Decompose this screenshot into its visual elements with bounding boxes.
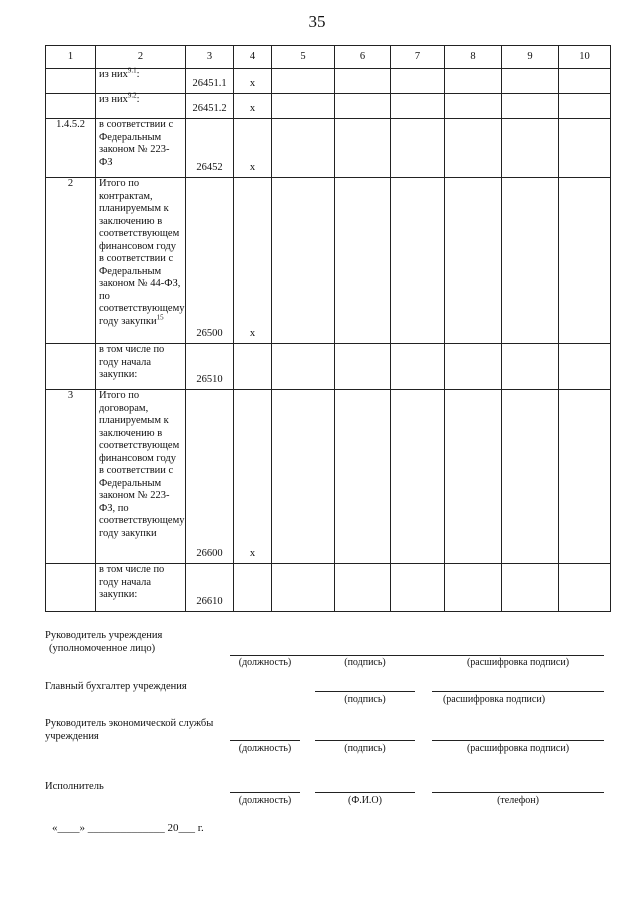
caption-fio: (Ф.И.О) (347, 795, 382, 806)
page-number: 35 (308, 12, 326, 31)
economic-head-title: Руководитель экономической службы (45, 718, 214, 729)
row-label: в том числе по году начала закупки: (96, 344, 186, 390)
row-label: из них$^{9.2}$: (96, 94, 186, 119)
head-title-note: (уполномоченное лицо) (49, 643, 156, 654)
row-number: 3 (46, 390, 96, 564)
caption-position: (должность) (238, 795, 292, 806)
head-title: Руководитель учреждения (45, 630, 163, 641)
caption-phone: (телефон) (497, 795, 539, 806)
row-number (46, 344, 96, 390)
table-row (46, 119, 611, 178)
row-label: из них$^{9.1}$: (96, 69, 186, 94)
table-header-row (46, 46, 611, 69)
row-number: 1.4.5.2 (46, 119, 96, 178)
chief-accountant-title: Главный бухгалтер учреждения (45, 681, 187, 692)
row-number (46, 69, 96, 94)
executor-name-line (315, 792, 415, 793)
row-code: 26451.2 (186, 94, 234, 119)
row-col4: x (234, 69, 272, 94)
row-number (46, 564, 96, 612)
caption-position: (должность) (238, 657, 292, 668)
row-code: 26600 (186, 390, 234, 564)
row-code: 26452 (186, 119, 234, 178)
row-col4 (234, 564, 272, 612)
economic-position-line (230, 740, 300, 741)
caption-signature: (подпись) (344, 743, 386, 754)
executor-position-line (230, 792, 300, 793)
economic-signature-line (315, 740, 415, 741)
header-cell: 6 (335, 46, 391, 69)
caption-signature: (подпись) (344, 657, 386, 668)
row-label: Итого по договорам, планируемым к заключению в соответствующем финансовом году в соответствии с Федеральным законом № 223-ФЗ, по соответствующему году закупки (96, 390, 186, 564)
header-cell: 3 (186, 46, 234, 69)
header-cell: 4 (234, 46, 272, 69)
header-cell: 1 (46, 46, 96, 69)
row-col4 (234, 344, 272, 390)
header-cell: 9 (502, 46, 559, 69)
executor-title: Исполнитель (45, 781, 104, 792)
caption-decoding: (расшифровка подписи) (466, 657, 570, 668)
row-col4: x (234, 178, 272, 344)
caption-decoding: (расшифровка подписи) (466, 743, 570, 754)
chief-accountant-decoding-line (432, 691, 604, 692)
row-code: 26500 (186, 178, 234, 344)
row-label: в соответствии с Федеральным законом № 223-ФЗ (96, 119, 186, 178)
caption-signature: (подпись) (344, 694, 386, 705)
executor-phone-line (432, 792, 604, 793)
row-col4: x (234, 119, 272, 178)
row-code: 26610 (186, 564, 234, 612)
row-col4: x (234, 390, 272, 564)
head-signature-line (230, 655, 604, 656)
header-cell: 10 (559, 46, 611, 69)
plan-table (45, 45, 611, 612)
row-label: Итого по контрактам, планируемым к заключению в соответствующем финансовом году в соответствии с Федеральным законом № 44-ФЗ, по соответствующему году закупки$^{15}$ (96, 178, 186, 344)
economic-decoding-line (432, 740, 604, 741)
header-cell: 5 (272, 46, 335, 69)
caption-decoding: (расшифровка подписи) (442, 694, 546, 705)
row-number: 2 (46, 178, 96, 344)
header-cell: 8 (445, 46, 502, 69)
table-row (46, 178, 611, 344)
table-row (46, 69, 611, 94)
table-row (46, 564, 611, 612)
row-code: 26510 (186, 344, 234, 390)
economic-head-title-2: учреждения (45, 731, 99, 742)
row-label: в том числе по году начала закупки: (96, 564, 186, 612)
chief-accountant-signature-line (315, 691, 415, 692)
header-cell: 2 (96, 46, 186, 69)
row-number (46, 94, 96, 119)
date-line: «____» ______________ 20___ г. (52, 822, 204, 834)
table-row (46, 344, 611, 390)
row-code: 26451.1 (186, 69, 234, 94)
caption-position: (должность) (238, 743, 292, 754)
header-cell: 7 (391, 46, 445, 69)
row-col4: x (234, 94, 272, 119)
table-row (46, 390, 611, 564)
table-row (46, 94, 611, 119)
